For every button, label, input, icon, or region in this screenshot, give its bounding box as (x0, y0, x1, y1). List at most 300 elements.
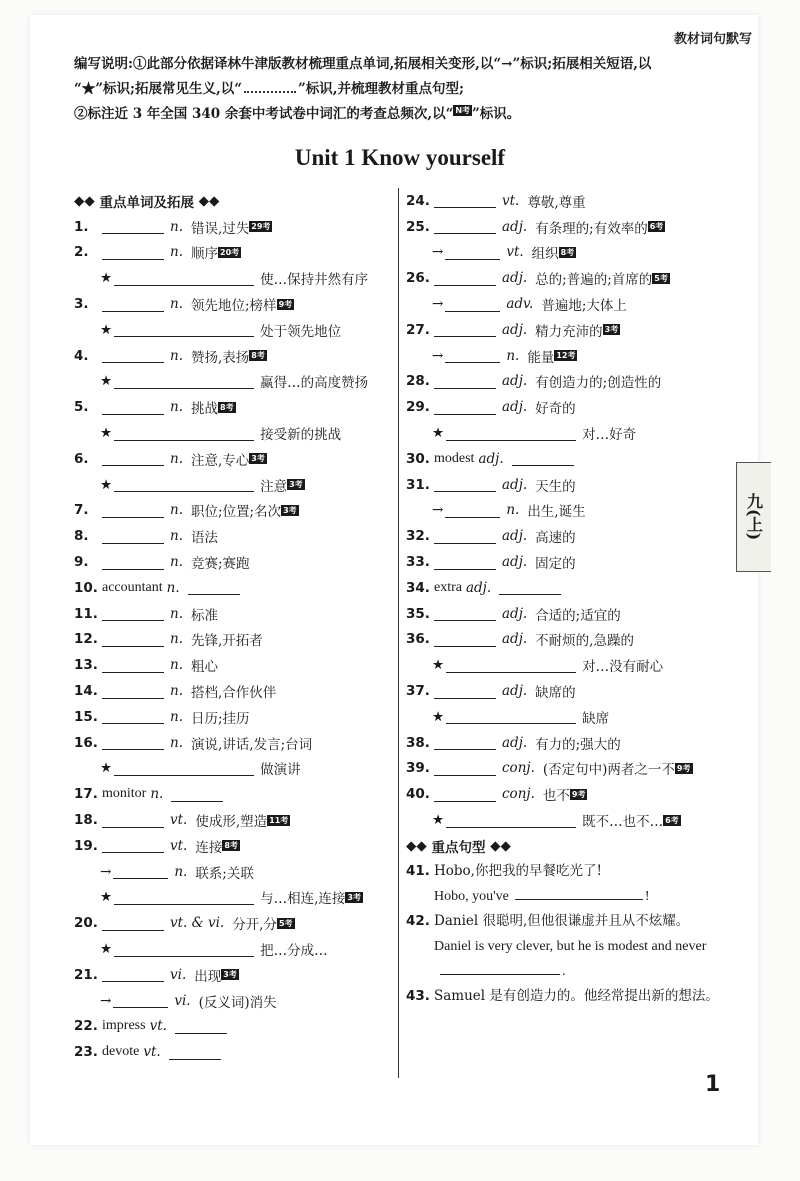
vocab-row (74, 317, 390, 343)
item-number: 12. (74, 631, 98, 648)
vocab-row (74, 652, 390, 678)
exam-frequency-badge: 6考 (649, 222, 664, 232)
answer-blank[interactable] (446, 813, 576, 828)
vocab-row (74, 962, 390, 988)
meaning-text: 搭档,合作伙伴 (191, 685, 277, 702)
meaning-text: 处于领先地位 (260, 323, 342, 340)
meaning-text: (否定句中)两者之一不 (542, 762, 675, 779)
answer-blank[interactable] (114, 374, 254, 389)
item-number: 7. (74, 502, 89, 519)
exam-frequency-badge: 3考 (251, 454, 265, 464)
meaning-text: 对…没有耐心 (582, 659, 664, 676)
intro-line-1: 编写说明:①此部分依据译林牛津版教材梳理重点单词,拓展相关变形,以“→”标识;拓展相关短语,以 (74, 56, 652, 72)
answer-blank[interactable] (114, 271, 254, 286)
answer-blank[interactable] (446, 658, 576, 673)
answer-blank[interactable] (175, 1019, 227, 1034)
answer-blank[interactable] (446, 709, 576, 724)
vocab-row (74, 446, 390, 472)
part-of-speech: adj. (502, 631, 528, 648)
meaning-text: 演说,讲话,发言;台词 (191, 736, 313, 753)
vocab-row (74, 704, 390, 730)
part-of-speech: vt. (149, 1018, 167, 1035)
answer-blank[interactable] (113, 864, 168, 879)
answer-blank[interactable] (102, 219, 164, 234)
item-number: 26. (406, 270, 430, 287)
vocab-row (406, 549, 726, 575)
exam-frequency-badge: 9考 (571, 789, 586, 799)
item-number: 22. (74, 1018, 98, 1035)
vocab-row (406, 265, 726, 291)
item-number: 3. (74, 296, 89, 313)
answer-blank[interactable] (102, 967, 164, 982)
meaning-text: 好奇的 (535, 401, 576, 418)
unit-title: Unit 1 Know yourself (294, 145, 506, 170)
item-number: 23. (74, 1044, 98, 1061)
part-of-speech: vi. (170, 966, 187, 983)
part-of-speech: n. (170, 399, 183, 416)
answer-blank[interactable] (102, 400, 164, 415)
part-of-speech: adj. (502, 321, 528, 338)
answer-blank[interactable] (499, 580, 561, 595)
answer-blank[interactable] (102, 451, 164, 466)
page-number: 1 (705, 1072, 721, 1097)
meaning-text: 出现 (194, 968, 222, 985)
item-number: 18. (74, 812, 98, 829)
intro-line-2 (74, 77, 734, 102)
meaning-text: 与…相连,连接 (260, 891, 346, 908)
vocab-row (406, 781, 726, 807)
meaning-text: 有条理的;有效率的 (535, 220, 648, 237)
vocab-row (406, 652, 726, 678)
arrow-mark: → (100, 863, 112, 880)
part-of-speech: adv. (506, 296, 534, 313)
vocab-row (74, 885, 390, 911)
given-word: accountant (102, 579, 163, 595)
part-of-speech: n. (170, 605, 183, 622)
exam-frequency-badge: 5考 (654, 273, 668, 283)
item-number: 16. (74, 734, 98, 751)
exam-frequency-badge: 3考 (283, 505, 297, 515)
sentence-body (434, 859, 726, 909)
answer-blank[interactable] (102, 245, 164, 260)
item-number: 31. (406, 476, 430, 493)
vocab-row (406, 575, 726, 601)
meaning-text: 普遍地;大体上 (541, 298, 627, 315)
part-of-speech: adj. (502, 683, 528, 700)
part-of-speech: adj. (502, 373, 528, 390)
given-word: impress (102, 1018, 146, 1034)
part-of-speech: vt. (506, 244, 524, 261)
item-number: 15. (74, 708, 98, 725)
exam-frequency-badge: 8考 (220, 402, 234, 412)
answer-blank[interactable] (446, 426, 576, 441)
answer-blank[interactable] (188, 580, 240, 595)
answer-blank[interactable] (102, 916, 164, 931)
sentence-body (434, 984, 726, 1009)
exam-frequency-badge: 11考 (269, 815, 289, 825)
item-number: 40. (406, 786, 430, 803)
answer-blank[interactable] (102, 735, 164, 750)
star-mark: ★ (432, 425, 445, 442)
answer-blank[interactable] (445, 245, 500, 260)
answer-blank[interactable] (114, 942, 254, 957)
meaning-text: 语法 (191, 530, 218, 547)
answer-blank[interactable] (434, 219, 496, 234)
vocab-row (74, 265, 390, 291)
item-number: 8. (74, 528, 89, 545)
item-number: 5. (74, 399, 89, 416)
vocab-row (406, 704, 726, 730)
intro-notes (74, 52, 734, 127)
answer-blank[interactable] (434, 787, 496, 802)
english-punct: . (562, 963, 566, 979)
meaning-text: 先锋,开拓者 (191, 633, 263, 650)
vocab-row (406, 523, 726, 549)
part-of-speech: n. (170, 218, 183, 235)
meaning-text: 尊敬,尊重 (527, 194, 586, 211)
part-of-speech: n. (170, 528, 183, 545)
vocab-row (74, 214, 390, 240)
meaning-text: 做演讲 (260, 762, 301, 779)
part-of-speech: conj. (502, 786, 535, 803)
meaning-text: 领先地位;榜样 (191, 298, 277, 315)
part-of-speech: vt. & vi. (170, 915, 225, 932)
item-number: 24. (406, 192, 430, 209)
vocab-row (406, 678, 726, 704)
part-of-speech: adj. (502, 270, 528, 287)
part-of-speech: adj. (502, 528, 528, 545)
part-of-speech: adj. (465, 579, 492, 596)
meaning-text: 把…分成… (260, 943, 328, 959)
item-number: 30. (406, 450, 430, 467)
meaning-text: 粗心 (191, 659, 218, 676)
exam-frequency-badge: 3考 (347, 892, 361, 902)
part-of-speech: n. (170, 708, 183, 725)
vocab-row (74, 833, 390, 859)
item-number: 2. (74, 244, 89, 261)
vocab-row (406, 291, 726, 317)
item-number: 14. (74, 683, 98, 700)
part-of-speech: adj. (502, 476, 528, 493)
part-of-speech: n. (170, 450, 183, 467)
answer-blank[interactable] (445, 297, 500, 312)
answer-blank[interactable] (445, 503, 500, 518)
answer-blank[interactable] (102, 684, 164, 699)
vocab-row (74, 601, 390, 627)
exam-frequency-badge: 12考 (556, 351, 576, 361)
answer-blank[interactable] (171, 787, 223, 802)
part-of-speech: vt. (143, 1044, 161, 1061)
answer-blank[interactable] (434, 761, 496, 776)
meaning-text: 缺席的 (535, 685, 576, 702)
meaning-text: 竞赛;赛跑 (191, 556, 250, 573)
meaning-text: 赞扬,表扬 (191, 349, 250, 366)
answer-blank[interactable] (445, 348, 500, 363)
vocab-row (406, 188, 726, 214)
item-number: 29. (406, 399, 430, 416)
sentence-item (406, 984, 726, 1009)
meaning-text: 挑战 (191, 401, 218, 418)
vocab-row (74, 498, 390, 524)
vocab-row (74, 343, 390, 369)
part-of-speech: conj. (502, 760, 535, 777)
part-of-speech: n. (170, 347, 183, 364)
item-number: 39. (406, 760, 430, 777)
part-of-speech: adj. (502, 605, 528, 622)
chinese-sentence: Daniel 很聪明,但他很谦虚并且从不炫耀。 (434, 912, 690, 929)
meaning-text: 错误,过失 (191, 220, 250, 237)
answer-blank[interactable] (114, 426, 254, 441)
star-mark: ★ (432, 812, 445, 829)
part-of-speech: n. (170, 683, 183, 700)
answer-blank[interactable] (102, 529, 164, 544)
answer-blank[interactable] (113, 993, 168, 1008)
section-heading: ◆◆ 重点单词及拓展 ◆◆ (74, 192, 220, 211)
meaning-text: 联系;关联 (195, 865, 254, 882)
part-of-speech: n. (170, 296, 183, 313)
vocab-row (74, 678, 390, 704)
meaning-text: 使…保持井然有序 (260, 272, 369, 289)
intro-line-2b: ”标识,并梳理教材重点句型; (297, 81, 464, 97)
answer-blank[interactable] (434, 735, 496, 750)
star-mark: ★ (100, 889, 113, 906)
answer-blank[interactable] (434, 374, 496, 389)
vocab-row (406, 807, 726, 833)
meaning-text: 有创造力的;创造性的 (535, 375, 662, 392)
meaning-text: 天生的 (535, 478, 576, 495)
section-title-words: 重点单词及拓展 (99, 194, 194, 211)
answer-blank[interactable] (102, 555, 164, 570)
vocab-row (406, 730, 726, 756)
vocab-row (74, 859, 390, 885)
answer-blank[interactable] (102, 297, 164, 312)
answer-blank[interactable] (434, 193, 496, 208)
answer-blank[interactable] (434, 271, 496, 286)
exam-frequency-badge: 3考 (289, 480, 303, 490)
answer-blank[interactable] (102, 606, 164, 621)
meaning-text: 总的;普遍的;首席的 (535, 272, 653, 289)
meaning-text: 接受新的挑战 (260, 427, 342, 444)
star-mark: ★ (100, 425, 113, 442)
intro-line-2a: “★”标识;拓展常见生义,以“ (74, 81, 242, 97)
english-punct: ! (644, 888, 650, 904)
part-of-speech: n. (170, 244, 183, 261)
meaning-text: 高速的 (535, 530, 576, 547)
vocab-row (74, 756, 390, 782)
answer-blank[interactable] (114, 477, 254, 492)
sentence-section-title: 重点句型 (431, 839, 486, 856)
item-number: 19. (74, 837, 98, 854)
answer-blank[interactable] (434, 684, 496, 699)
given-word: devote (102, 1044, 140, 1060)
item-number: 11. (74, 605, 98, 622)
left-column (74, 188, 390, 1065)
part-of-speech: adj. (502, 554, 528, 571)
sentence-item (406, 909, 726, 984)
meaning-text: 对…好奇 (582, 427, 637, 444)
meaning-text: 分开,分 (232, 917, 277, 934)
answer-blank[interactable] (515, 885, 643, 900)
answer-blank[interactable] (102, 658, 164, 673)
meaning-text: 合适的;适宜的 (535, 607, 621, 624)
vocab-row (406, 214, 726, 240)
answer-blank[interactable] (440, 960, 560, 975)
answer-blank[interactable] (434, 606, 496, 621)
exam-frequency-badge: 3考 (604, 325, 619, 335)
intro-line-3b: ”标识。 (472, 106, 521, 122)
answer-blank[interactable] (102, 813, 164, 828)
part-of-speech: n. (150, 786, 164, 803)
vocab-row (74, 420, 390, 446)
star-mark: ★ (100, 270, 113, 287)
meaning-text: 注意 (260, 478, 288, 495)
answer-blank[interactable] (434, 322, 496, 337)
meaning-text: 连接 (195, 839, 223, 856)
section-label: 教材词句默写 (673, 32, 752, 47)
answer-blank[interactable] (102, 348, 164, 363)
vocab-row (74, 240, 390, 266)
part-of-speech: n. (506, 502, 520, 519)
chinese-sentence: Hobo,你把我的早餐吃光了! (434, 862, 602, 879)
answer-blank[interactable] (434, 555, 496, 570)
item-number: 9. (74, 554, 89, 571)
exam-frequency-badge: 29考 (251, 222, 271, 232)
freq-mark: N考 (455, 105, 471, 115)
part-of-speech: vt. (170, 812, 188, 829)
meaning-text: 标准 (191, 607, 218, 624)
meaning-text: 使成形,塑造 (195, 814, 268, 831)
item-number: 41. (406, 862, 430, 879)
vocab-row (74, 549, 390, 575)
meaning-text: 既不…也不… (582, 814, 664, 831)
meaning-text: 职位;位置;名次 (191, 504, 282, 521)
vocab-row (406, 601, 726, 627)
item-number: 28. (406, 373, 430, 390)
meaning-text: 固定的 (535, 556, 576, 573)
part-of-speech: n. (170, 502, 183, 519)
column-divider (398, 188, 399, 1078)
item-number: 32. (406, 528, 430, 545)
exam-frequency-badge: 8考 (224, 841, 238, 851)
item-number: 33. (406, 554, 430, 571)
answer-blank[interactable] (102, 838, 164, 853)
meaning-text: 注意,专心 (191, 452, 250, 469)
item-number: 17. (74, 786, 98, 803)
star-mark: ★ (100, 321, 113, 338)
answer-blank[interactable] (114, 761, 254, 776)
part-of-speech: n. (170, 657, 183, 674)
vocab-row (406, 317, 726, 343)
vocab-row (406, 756, 726, 782)
part-of-speech: n. (506, 347, 520, 364)
intro-line-3 (74, 102, 734, 127)
chinese-sentence: Samuel 是有创造力的。他经常提出新的想法。 (434, 987, 719, 1004)
answer-blank[interactable] (434, 400, 496, 415)
item-number: 10. (74, 579, 98, 596)
item-number: 38. (406, 734, 430, 751)
part-of-speech: vt. (170, 837, 188, 854)
answer-blank[interactable] (102, 632, 164, 647)
english-sentence (434, 884, 726, 909)
exam-frequency-badge: 6考 (665, 815, 679, 825)
item-number: 42. (406, 912, 430, 929)
meaning-text: 顺序 (191, 246, 218, 263)
vocab-row (74, 575, 390, 601)
vocab-row (406, 420, 726, 446)
vocab-row (406, 240, 726, 266)
vocab-row (406, 627, 726, 653)
star-mark: ★ (100, 373, 113, 390)
item-number: 43. (406, 987, 430, 1004)
vocab-row (74, 523, 390, 549)
answer-blank[interactable] (102, 503, 164, 518)
star-mark: ★ (432, 708, 445, 725)
vocab-row (74, 730, 390, 756)
exam-frequency-badge: 8考 (560, 247, 575, 257)
answer-blank[interactable] (114, 322, 254, 337)
item-number: 20. (74, 915, 98, 932)
vocab-row (74, 369, 390, 395)
item-number: 6. (74, 450, 89, 467)
vocab-row (74, 472, 390, 498)
part-of-speech: adj. (502, 399, 528, 416)
star-mark: ★ (100, 760, 113, 777)
answer-blank[interactable] (434, 632, 496, 647)
part-of-speech: n. (174, 863, 188, 880)
vocab-row (74, 1039, 390, 1065)
answer-blank[interactable] (102, 709, 164, 724)
exam-frequency-badge: 20考 (220, 247, 240, 257)
answer-blank[interactable] (434, 529, 496, 544)
arrow-mark: → (432, 296, 444, 313)
arrow-mark: → (100, 992, 112, 1009)
answer-blank[interactable] (512, 451, 574, 466)
arrow-mark: → (432, 502, 444, 519)
vocab-row (74, 910, 390, 936)
meaning-text: (反义词)消失 (198, 994, 277, 1011)
meaning-text: 组织 (531, 246, 559, 263)
star-mark: ★ (100, 476, 113, 493)
part-of-speech: adj. (478, 450, 504, 467)
vocab-row (74, 627, 390, 653)
part-of-speech: vi. (174, 992, 191, 1009)
answer-blank[interactable] (169, 1045, 221, 1060)
item-number: 27. (406, 321, 430, 338)
exam-frequency-badge: 9考 (278, 299, 293, 309)
exam-frequency-badge: 8考 (251, 351, 265, 361)
star-mark: ★ (432, 657, 445, 674)
answer-blank[interactable] (114, 890, 254, 905)
vocab-row (74, 1014, 390, 1040)
vocab-row (406, 369, 726, 395)
item-number: 25. (406, 218, 430, 235)
english-sentence (434, 934, 726, 984)
meaning-text: 出生,诞生 (527, 504, 586, 521)
part-of-speech: adj. (502, 734, 528, 751)
meaning-text: 有力的;强大的 (535, 736, 621, 753)
vocab-row (74, 291, 390, 317)
answer-blank[interactable] (434, 477, 496, 492)
part-of-speech: adj. (502, 218, 528, 235)
vocab-row (74, 394, 390, 420)
vocab-row (406, 394, 726, 420)
meaning-text: 赢得…的高度赞扬 (260, 375, 369, 392)
item-number: 34. (406, 579, 430, 596)
given-word: extra (434, 579, 462, 595)
exam-frequency-badge: 9考 (676, 763, 691, 773)
exam-frequency-badge: 5考 (278, 918, 293, 928)
vocab-row (406, 343, 726, 369)
